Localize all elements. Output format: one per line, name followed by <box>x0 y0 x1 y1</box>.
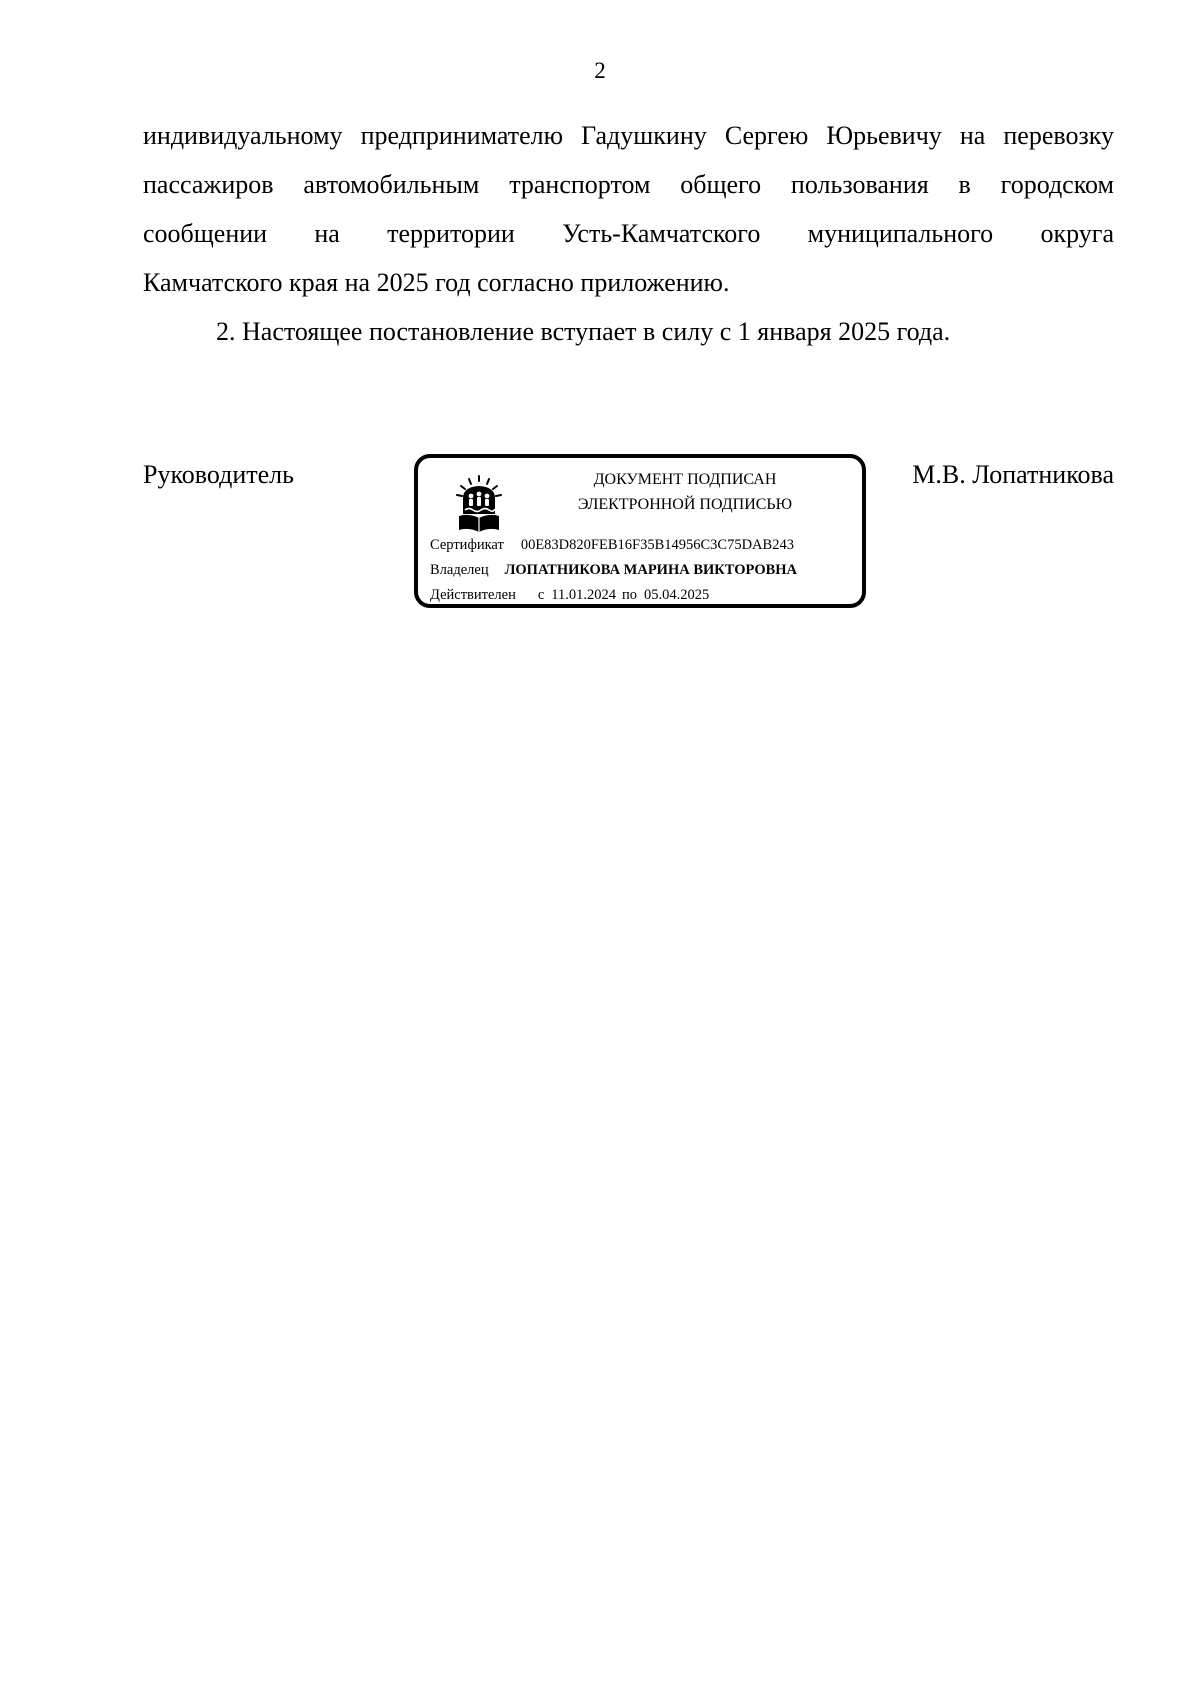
electronic-signature-stamp <box>414 454 866 608</box>
valid-to-date: 05.04.2025 <box>644 587 710 603</box>
municipal-coat-of-arms-icon <box>456 474 502 534</box>
certificate-row <box>430 537 794 554</box>
valid-from-word: с <box>537 587 545 603</box>
paragraph1-line: индивидуальному предпринимателю Гадушкину Сергею Юрьевичу на перевозку <box>143 121 1114 150</box>
owner-row <box>430 562 797 579</box>
stamp-heading <box>528 467 842 517</box>
signatory-name: М.В. Лопатникова <box>912 460 1114 489</box>
valid-to-word: по <box>622 587 638 603</box>
owner-label: Владелец <box>430 562 489 578</box>
stamp-heading-line2: ЭЛЕКТРОННОЙ ПОДПИСЬЮ <box>577 496 793 513</box>
page-number: 2 <box>594 58 606 83</box>
certificate-value: 00E83D820FEB16F35B14956C3C75DAB243 <box>520 537 794 553</box>
validity-row <box>430 587 709 604</box>
paragraph1-line: пассажиров автомобильным транспортом общего пользования в городском <box>143 170 1114 199</box>
paragraph2: 2. Настоящее постановление вступает в силу с 1 января 2025 года. <box>216 317 951 346</box>
body-text <box>143 111 1114 356</box>
validity-label: Действителен <box>430 587 516 603</box>
paragraph1-line: сообщении на территории Усть-Камчатского муниципального округа <box>143 219 1114 248</box>
stamp-heading-line1: ДОКУМЕНТ ПОДПИСАН <box>593 471 777 488</box>
valid-from-date: 11.01.2024 <box>551 587 617 603</box>
certificate-label: Сертификат <box>430 537 504 553</box>
paragraph1-line: Камчатского края на 2025 год согласно приложению. <box>143 268 730 297</box>
signatory-role: Руководитель <box>143 460 294 489</box>
owner-value: ЛОПАТНИКОВА МАРИНА ВИКТОРОВНА <box>504 562 798 578</box>
